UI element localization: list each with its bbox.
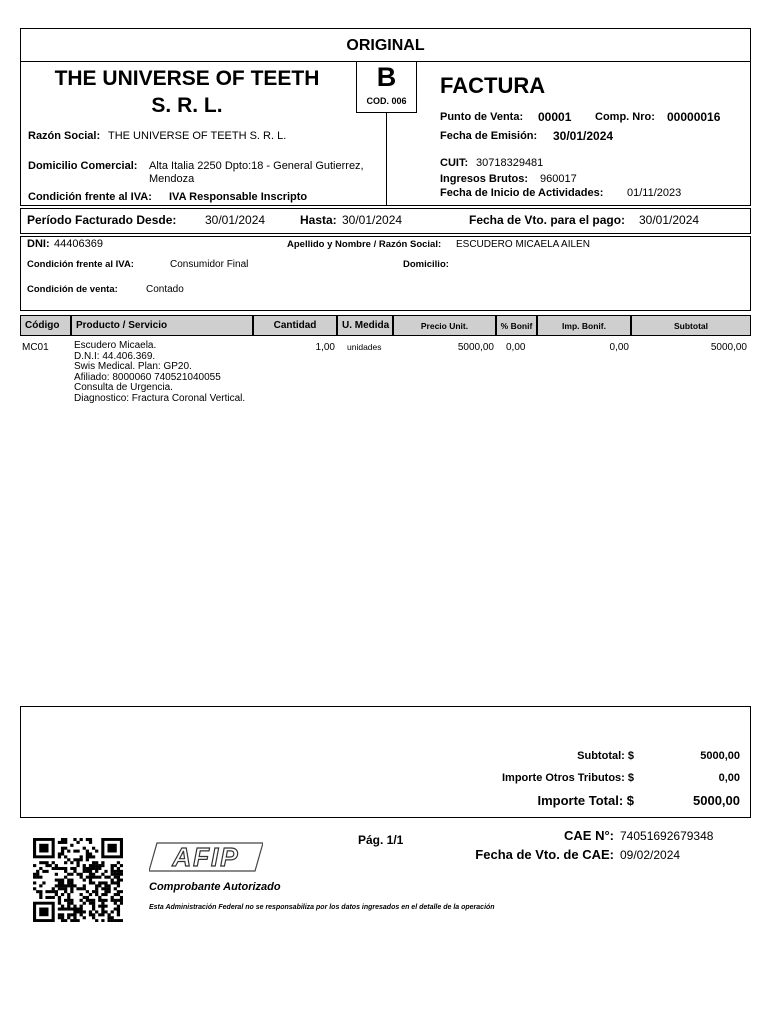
row-desc-line: D.N.I: 44.406.369. (74, 350, 156, 362)
inicio-actividades-label: Fecha de Inicio de Actividades: (440, 187, 604, 199)
invoice-letter: B (376, 62, 397, 92)
doc-type: FACTURA (440, 73, 546, 98)
domicilio-line1: Alta Italia 2250 Dpto:18 - General Gutierrez, (149, 160, 364, 172)
cae-value: 74051692679348 (620, 829, 714, 843)
invoice-code: COD. 006 (366, 96, 407, 106)
client-name-label: Apellido y Nombre / Razón Social: (287, 239, 442, 250)
periodo-desde-label: Período Facturado Desde: (27, 213, 177, 227)
client-iva-label: Condición frente al IVA: (27, 259, 134, 270)
comprobante-autorizado: Comprobante Autorizado (149, 881, 281, 893)
col-header-imp-bonif: Imp. Bonif. (537, 315, 631, 336)
iva-label: Condición frente al IVA: (28, 191, 152, 203)
col-header-producto: Producto / Servicio (71, 315, 253, 336)
cae-vto-label: Fecha de Vto. de CAE: (475, 847, 614, 862)
company-name-line2: S. R. L. (151, 94, 223, 117)
comp-nro-label: Comp. Nro: (595, 111, 655, 123)
row-desc-line: Escudero Micaela. (74, 340, 157, 351)
total-label: Importe Total: $ (537, 793, 634, 808)
razon-social-value: THE UNIVERSE OF TEETH S. R. L. (108, 130, 287, 142)
row-desc-line: Diagnostico: Fractura Coronal Vertical. (74, 392, 246, 404)
afip-logo-text: AFIP (172, 842, 240, 872)
dni-label: DNI: (27, 238, 50, 250)
row-codigo: MC01 (22, 342, 49, 353)
row-subtotal: 5000,00 (710, 342, 747, 353)
row-precio: 5000,00 (457, 342, 494, 353)
subtotal-value: 5000,00 (700, 750, 740, 762)
inicio-actividades-value: 01/11/2023 (627, 187, 682, 199)
afip-logo (149, 841, 263, 873)
row-cantidad: 1,00 (315, 342, 335, 353)
cuit-label: CUIT: (440, 157, 469, 169)
col-header-precio: Precio Unit. (393, 315, 496, 336)
row-imp-bonif: 0,00 (609, 342, 629, 353)
cuit-value: 30718329481 (476, 157, 544, 169)
row-desc-line: Swis Medical. Plan: GP20. (74, 361, 192, 372)
subtotal-label: Subtotal: $ (577, 750, 634, 762)
letter-box (356, 61, 417, 113)
col-header-bonif: % Bonif (496, 315, 537, 336)
header-center-divider (386, 113, 387, 206)
row-desc-line: Consulta de Urgencia. (74, 382, 173, 393)
ingresos-brutos-value: 960017 (540, 173, 577, 185)
domicilio-line2: Mendoza (149, 173, 195, 185)
qr-code-icon (33, 838, 123, 922)
col-header-medida: U. Medida (337, 315, 393, 336)
dni-value: 44406369 (54, 238, 103, 250)
domicilio-label: Domicilio Comercial: (28, 160, 138, 172)
periodo-hasta-label: Hasta: (300, 213, 337, 227)
fecha-emision-label: Fecha de Emisión: (440, 130, 538, 142)
otros-tributos-label: Importe Otros Tributos: $ (501, 772, 634, 784)
cae-label: CAE N°: (564, 828, 614, 843)
col-header-cantidad: Cantidad (253, 315, 337, 336)
row-bonif: 0,00 (506, 342, 526, 353)
fecha-emision-value: 30/01/2024 (553, 129, 614, 143)
comp-nro-value: 00000016 (667, 110, 721, 124)
copy-label: ORIGINAL (346, 37, 425, 54)
company-name-line1: THE UNIVERSE OF TEETH (54, 67, 320, 90)
client-domicilio-label: Domicilio: (403, 259, 449, 270)
fecha-vto-label: Fecha de Vto. para el pago: (469, 213, 626, 227)
total-value: 5000,00 (693, 793, 740, 808)
col-header-codigo: Código (20, 315, 71, 336)
row-descripcion (74, 341, 245, 404)
fecha-vto-value: 30/01/2024 (639, 213, 700, 227)
client-iva-value: Consumidor Final (170, 259, 249, 270)
client-name-value: ESCUDERO MICAELA AILEN (456, 239, 590, 250)
iva-value: IVA Responsable Inscripto (169, 191, 308, 203)
punto-venta-label: Punto de Venta: (440, 111, 524, 123)
ingresos-brutos-label: Ingresos Brutos: (440, 173, 529, 185)
condicion-venta-value: Contado (146, 284, 184, 295)
otros-tributos-value: 0,00 (718, 772, 740, 784)
col-header-subtotal: Subtotal (631, 315, 751, 336)
periodo-hasta-value: 30/01/2024 (342, 213, 403, 227)
punto-venta-value: 00001 (538, 110, 572, 124)
row-desc-line: Afiliado: 8000060 740521040055 (74, 371, 221, 383)
row-medida: unidades (347, 342, 382, 352)
razon-social-label: Razón Social: (28, 130, 101, 142)
page-number: Pág. 1/1 (358, 833, 404, 847)
disclaimer: Esta Administración Federal no se responsabiliza por los datos ingresados en el detalle de la operación (149, 904, 495, 911)
condicion-venta-label: Condición de venta: (27, 284, 118, 295)
cae-vto-value: 09/02/2024 (620, 848, 681, 862)
periodo-desde-value: 30/01/2024 (205, 213, 266, 227)
